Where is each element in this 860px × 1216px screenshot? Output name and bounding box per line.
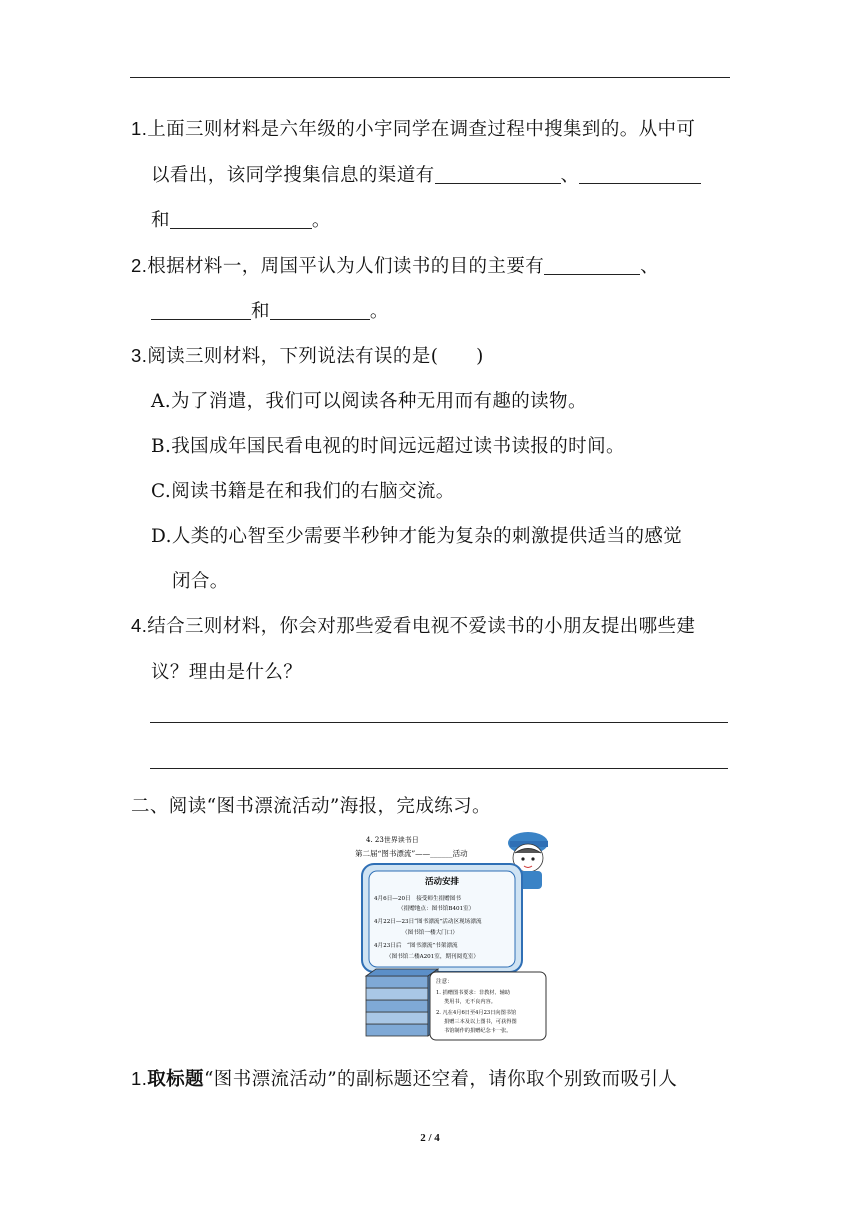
note-line-5: 书馆制作的捐赠纪念卡一张。 [444, 1028, 512, 1034]
q3-option-d[interactable]: D.人类的心智至少需要半秒钟才能为复杂的刺激提供适当的感觉 [151, 526, 683, 547]
board-item-3: 4月22日—23日“图书漂流”活动区现场漂流 [374, 919, 482, 925]
q1-blank-3[interactable] [170, 210, 312, 229]
q1-line1: 1.上面三则材料是六年级的小宇同学在调查过程中搜集到的。从中可 [131, 118, 696, 140]
note-line-2: 类用书，无不良内容。 [444, 999, 496, 1005]
board-item-6: （图书馆二楼A201室，期刊阅览室） [386, 954, 480, 960]
sq1-line: 1.取标题“图书漂流活动”的副标题还空着，请你取个别致而吸引人 [131, 1068, 678, 1090]
q3-option-c[interactable]: C.阅读书籍是在和我们的右脑交流。 [151, 481, 455, 502]
note-title: 注意： [436, 979, 453, 985]
q1-number: 1. [131, 118, 148, 139]
q4-answer-line-2[interactable] [150, 768, 728, 769]
top-rule [130, 77, 730, 78]
q2-number: 2. [131, 255, 148, 276]
q4-line1: 4.结合三则材料，你会对那些爱看电视不爱读书的小朋友提出哪些建 [131, 615, 696, 637]
page-number: 2 / 4 [420, 1132, 440, 1144]
sq1-number: 1. [131, 1068, 148, 1089]
note-line-4: 捐赠三本及以上图书，可获得图 [444, 1019, 517, 1025]
q2-line1: 2.根据材料一，周国平认为人们读书的目的主要有 、 [131, 255, 660, 277]
note-line-3: 2. 凡在4月6日至4月23日向图书馆 [436, 1010, 517, 1016]
q2-line2: 和 。 [151, 297, 389, 323]
board-title: 活动安排 [424, 877, 460, 887]
q1-blank-2[interactable] [579, 165, 701, 184]
q3-option-a[interactable]: A.为了消遣，我们可以阅读各种无用而有趣的读物。 [151, 391, 587, 412]
q3-option-b[interactable]: B.我国成年国民看电视的时间远远超过读书读报的时间。 [151, 436, 625, 457]
sq1-bold-label: 取标题 [147, 1069, 204, 1090]
q3-stem: 3.阅读三则材料，下列说法有误的是( ) [131, 345, 484, 367]
q3-option-d-cont: 闭合。 [172, 571, 229, 592]
poster-top-small: 4. 23世界读书日 [366, 836, 419, 844]
poster-svg [350, 826, 560, 1046]
board-item-2: （捐赠地点：图书馆B401室） [398, 906, 475, 912]
q4-line2: 议？理由是什么？ [151, 662, 303, 683]
q4-number: 4. [131, 615, 148, 636]
poster-title: 第二届“图书漂流”——______活动 [355, 849, 468, 858]
q4-answer-line-1[interactable] [150, 722, 728, 723]
q2-blank-3[interactable] [270, 301, 370, 320]
poster-illustration [350, 826, 560, 1046]
q2-blank-2[interactable] [151, 301, 251, 320]
q1-line2: 以看出，该同学搜集信息的渠道有 、 [151, 161, 701, 187]
board-item-1: 4月6日—20日 接受师生捐赠图书 [374, 896, 461, 902]
board-item-4: （图书馆一楼大门口） [402, 930, 458, 936]
q1-line3: 和 。 [151, 210, 331, 231]
book-stack-icon [366, 969, 438, 1036]
q2-blank-1[interactable] [544, 256, 640, 275]
section2-heading: 二、阅读“图书漂流活动”海报，完成练习。 [131, 796, 491, 817]
board-item-5: 4月23日后 “图书漂流”书架漂流 [374, 943, 458, 949]
note-line-1: 1. 捐赠图书要求：非教材、辅助 [436, 990, 511, 996]
q1-blank-1[interactable] [435, 165, 561, 184]
q3-number: 3. [131, 345, 148, 366]
